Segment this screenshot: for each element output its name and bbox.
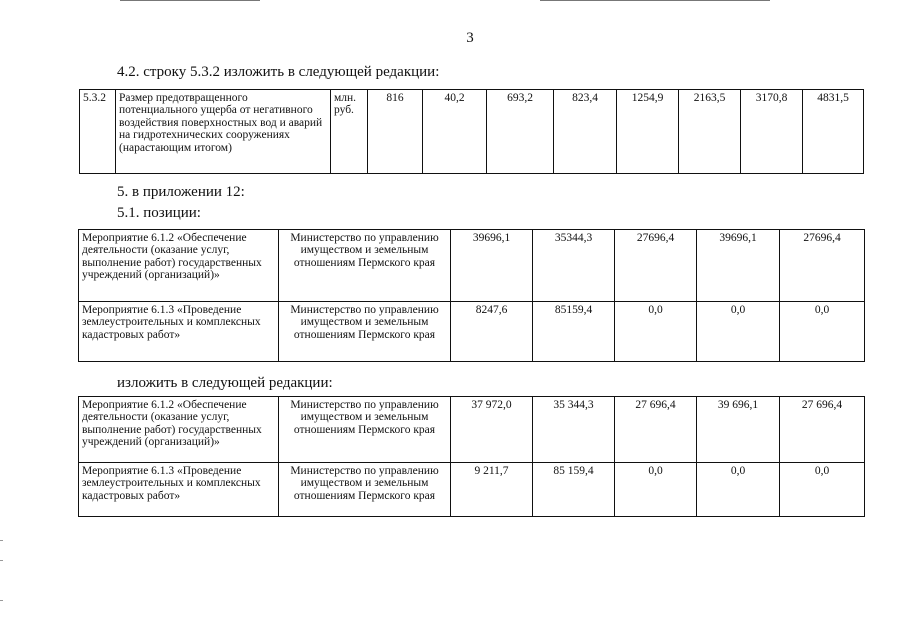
position-value: 0,0	[615, 302, 697, 362]
section-heading-replace: изложить в следующей редакции:	[117, 375, 333, 391]
row-value: 1254,9	[617, 90, 679, 174]
scan-edge-mark	[0, 540, 3, 541]
position-value: 27696,4	[780, 230, 865, 302]
position-value: 0,0	[697, 463, 780, 517]
position-name: Мероприятие 6.1.3 «Проведение землеустроительных и комплексных кадастровых работ»	[79, 463, 279, 517]
position-executor: Министерство по управлению имуществом и земельным отношениям Пермского края	[279, 397, 451, 463]
position-value: 27 696,4	[615, 397, 697, 463]
position-value: 0,0	[615, 463, 697, 517]
row-value: 823,4	[554, 90, 617, 174]
position-executor: Министерство по управлению имуществом и земельным отношениям Пермского края	[279, 230, 451, 302]
table-row	[79, 302, 865, 362]
position-value: 0,0	[780, 463, 865, 517]
position-executor: Министерство по управлению имуществом и земельным отношениям Пермского края	[279, 302, 451, 362]
table-row	[79, 397, 865, 463]
scan-edge-mark	[0, 560, 3, 561]
position-value: 37 972,0	[451, 397, 533, 463]
position-name: Мероприятие 6.1.2 «Обеспечение деятельности (оказание услуг, выполнение работ) государственных учреждений (организаций)»	[79, 397, 279, 463]
scan-top-edge-right	[540, 0, 770, 1]
scan-edge-mark	[0, 600, 3, 601]
position-value: 85159,4	[533, 302, 615, 362]
position-value: 27 696,4	[780, 397, 865, 463]
position-value: 85 159,4	[533, 463, 615, 517]
section-heading-4-2: 4.2. строку 5.3.2 изложить в следующей редакции:	[117, 64, 440, 80]
position-value: 35 344,3	[533, 397, 615, 463]
row-value: 816	[368, 90, 423, 174]
position-value: 39696,1	[451, 230, 533, 302]
table-row	[79, 230, 865, 302]
row-value: 4831,5	[803, 90, 864, 174]
old-positions-table	[78, 229, 865, 362]
position-value: 9 211,7	[451, 463, 533, 517]
table-row	[80, 90, 864, 174]
position-executor: Министерство по управлению имуществом и земельным отношениям Пермского края	[279, 463, 451, 517]
section-heading-5: 5. в приложении 12:	[117, 184, 245, 200]
row-value: 40,2	[423, 90, 487, 174]
position-value: 0,0	[697, 302, 780, 362]
position-name: Мероприятие 6.1.2 «Обеспечение деятельности (оказание услуг, выполнение работ) государственных учреждений (организаций)»	[79, 230, 279, 302]
position-value: 39696,1	[697, 230, 780, 302]
position-name: Мероприятие 6.1.3 «Проведение землеустроительных и комплексных кадастровых работ»	[79, 302, 279, 362]
row-value: 693,2	[487, 90, 554, 174]
page-number: 3	[466, 30, 474, 46]
position-value: 39 696,1	[697, 397, 780, 463]
scan-top-edge-left	[120, 0, 260, 1]
position-value: 35344,3	[533, 230, 615, 302]
row-code: 5.3.2	[80, 90, 116, 174]
position-value: 27696,4	[615, 230, 697, 302]
indicator-table	[79, 89, 864, 174]
table-row	[79, 463, 865, 517]
row-value: 3170,8	[741, 90, 803, 174]
row-value: 2163,5	[679, 90, 741, 174]
position-value: 0,0	[780, 302, 865, 362]
position-value: 8247,6	[451, 302, 533, 362]
row-name: Размер предотвращенного потенциального ущерба от негативного воздействия поверхностных вод и аварий на гидротехнических сооружениях (нарастающим итогом)	[116, 90, 331, 174]
new-positions-table	[78, 396, 865, 517]
row-unit: млн. руб.	[331, 90, 368, 174]
section-heading-5-1: 5.1. позиции:	[117, 205, 201, 221]
